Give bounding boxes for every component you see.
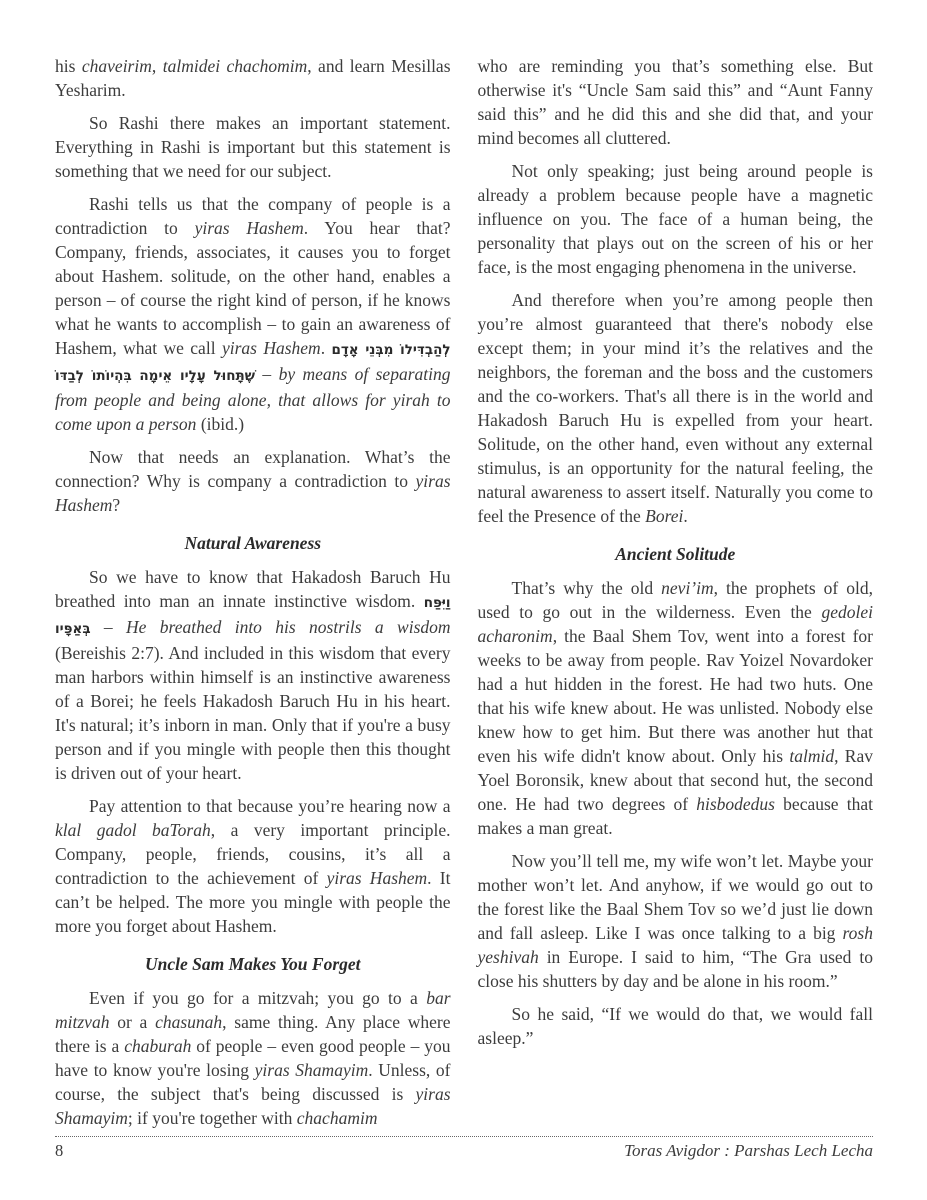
italic-term: talmid xyxy=(789,746,835,766)
text-run: . Unless, of course, the subject that's being discussed is xyxy=(55,1060,451,1104)
paragraph xyxy=(478,576,874,840)
paragraph xyxy=(478,54,874,150)
italic-term: chasunah xyxy=(155,1012,223,1032)
paragraph xyxy=(478,1002,874,1050)
text-run: (Bereishis 2:7). And included in this wisdom that every man harbors within himself is an instinctive awareness of a Borei; he feels Hakadosh Baruch Hu in his heart. It's natural; it’s inborn in man. Only that if you're a busy person and if you mingle with people then this thought is driven out of your heart. xyxy=(55,643,451,783)
italic-term: chachamim xyxy=(296,1108,378,1128)
text-run: – xyxy=(90,617,127,637)
text-run: ; if you're together with xyxy=(127,1108,297,1128)
footer-row xyxy=(55,1137,873,1162)
text-run: – xyxy=(255,364,279,384)
text-run: . xyxy=(320,338,332,358)
text-run: , same thing. Any place where there is a xyxy=(55,1012,451,1056)
hebrew-phrase: לְהַבְדִּילוֹ מִבְּנֵי אָדָם שֶׁתָּחוּל עָלָיו אֵימָה בִּהְיוֹתוֹ לְבַדּוֹ xyxy=(55,342,451,384)
text-run: in Europe. I said to him, “The Gra used to close his shutters by day and be alone in his room.” xyxy=(477,947,873,991)
paragraph xyxy=(55,794,451,938)
italic-term: by means of separating from people and being alone, that allows for yirah to come upon a person xyxy=(55,364,451,434)
text-run: Pay attention to that because you’re hearing now a xyxy=(89,796,451,816)
text-run: , the Baal Shem Tov, went into a forest for weeks to be away from people. Rav Yoizel Novardoker had a hut hidden in the forest. He had two huts. One that his wife knew about. He was unlisted. Nobody else knew how to get him. But there was another hut that even his wife didn't know about. Only his xyxy=(477,626,873,766)
section-heading: Ancient Solitude xyxy=(615,544,736,564)
paragraph xyxy=(478,159,874,279)
paragraph xyxy=(55,445,451,517)
page-footer xyxy=(55,1136,873,1162)
text-run: who are reminding you that’s something else. But otherwise it's “Uncle Sam said this” and “Aunt Fanny said this” and he did this and she did that, and your mind becomes all cluttered. xyxy=(477,56,873,148)
paragraph xyxy=(478,849,874,993)
italic-term: yiras Hashem xyxy=(55,471,451,515)
text-run: Not only speaking; just being around people is already a problem because people have a magnetic influence on you. The face of a human being, the personality that plays out on the screen of his or her face, is the most engaging phenomena in the universe. xyxy=(477,161,873,277)
right-column xyxy=(478,54,874,1130)
italic-term: rosh yeshivah xyxy=(477,923,873,967)
footer-title: Toras Avigdor : Parshas Lech Lecha xyxy=(624,1141,873,1160)
paragraph xyxy=(55,192,451,436)
left-column xyxy=(55,54,451,1130)
text-run: , xyxy=(151,56,163,76)
text-run: That’s why the old xyxy=(511,578,662,598)
section-heading: Uncle Sam Makes You Forget xyxy=(144,954,361,974)
text-run: Now you’ll tell me, my wife won’t let. Maybe your mother won’t let. And anyhow, if we would go out to the forest like the Baal Shem Tov so we’d just lie down and fall asleep. Like I was once talking to a big xyxy=(477,851,873,943)
italic-term: yiras Shamayim xyxy=(55,1084,451,1128)
text-run: his xyxy=(55,56,82,76)
paragraph xyxy=(55,111,451,183)
text-run: So Rashi there makes an important statement. Everything in Rashi is important but this statement is something that we need for our subject. xyxy=(55,113,451,181)
italic-term: chaveirim xyxy=(81,56,152,76)
italic-term: klal gadol baTorah xyxy=(55,820,211,840)
italic-term: nevi’im xyxy=(661,578,714,598)
italic-term: talmidei chachomim xyxy=(162,56,308,76)
text-run: ? xyxy=(112,495,121,515)
text-run: And therefore when you’re among people then you’re almost guaranteed that there's nobody else except them; in your mind it’s the relatives and the neighbors, the foreman and the boss and the customers and the co-workers. That's all there is in the world and Hakadosh Baruch Hu is expelled from your heart. Solitude, on the other hand, even without any external stimulus, is an opportunity for the natural feeling, the natural awareness to assert itself. Naturally you come to feel the Presence of the xyxy=(477,290,873,526)
paragraph xyxy=(55,54,451,102)
page-number: 8 xyxy=(55,1141,64,1160)
italic-term: chaburah xyxy=(124,1036,192,1056)
text-run: Rashi tells us that the company of people is a contradiction to xyxy=(55,194,451,238)
text-run: of people – even good people – you have to know you're losing xyxy=(55,1036,451,1080)
text-run: . xyxy=(683,506,688,526)
text-run: , a very important principle. Company, people, friends, cousins, it’s all a contradiction to the achievement of xyxy=(55,820,451,888)
text-run: (ibid.) xyxy=(196,414,245,434)
text-run: So we have to know that Hakadosh Baruch Hu breathed into man an innate instinctive wisdom. xyxy=(55,567,451,611)
text-run: because that makes a man great. xyxy=(477,794,873,838)
paragraph xyxy=(55,986,451,1130)
italic-term: yiras Shamayim xyxy=(254,1060,369,1080)
text-run: So he said, “If we would do that, we would fall asleep.” xyxy=(477,1004,873,1048)
text-run: . You hear that? Company, friends, associates, it causes you to forget about Hashem. solitude, on the other hand, enables a person – of course the right kind of person, if he knows what he wants to accomplish – to gain an awareness of Hashem, what we call xyxy=(55,218,451,358)
italic-term: bar mitzvah xyxy=(55,988,451,1032)
hebrew-phrase: וַיִּפַּח בְּאַפָּיו xyxy=(55,595,451,637)
text-run: Even if you go for a mitzvah; you go to a xyxy=(89,988,427,1008)
paragraph xyxy=(55,565,451,785)
italic-term: hisbodedus xyxy=(696,794,775,814)
text-run: , the prophets of old, used to go out in the wilderness. Even the xyxy=(477,578,874,622)
text-run: , and learn Mesillas Yesharim. xyxy=(55,56,451,100)
italic-term: Borei xyxy=(645,506,684,526)
italic-term: yiras Hashem xyxy=(194,218,304,238)
text-run: , Rav Yoel Boronsik, knew about that second hut, the second one. He had two degrees of xyxy=(477,746,873,814)
paragraph xyxy=(478,288,874,528)
article-columns xyxy=(55,54,873,1130)
italic-term: gedolei acharonim xyxy=(477,602,873,646)
italic-term: yiras Hashem xyxy=(221,338,321,358)
section-heading: Natural Awareness xyxy=(184,533,322,553)
text-run: Now that needs an explanation. What’s the connection? Why is company a contradiction to xyxy=(55,447,451,491)
text-run: or a xyxy=(109,1012,156,1032)
italic-term: yiras Hashem xyxy=(326,868,428,888)
text-run: . It can’t be helped. The more you mingle with people the more you forget about Hashem. xyxy=(55,868,451,936)
italic-term: He breathed into his nostrils a wisdom xyxy=(126,617,451,637)
